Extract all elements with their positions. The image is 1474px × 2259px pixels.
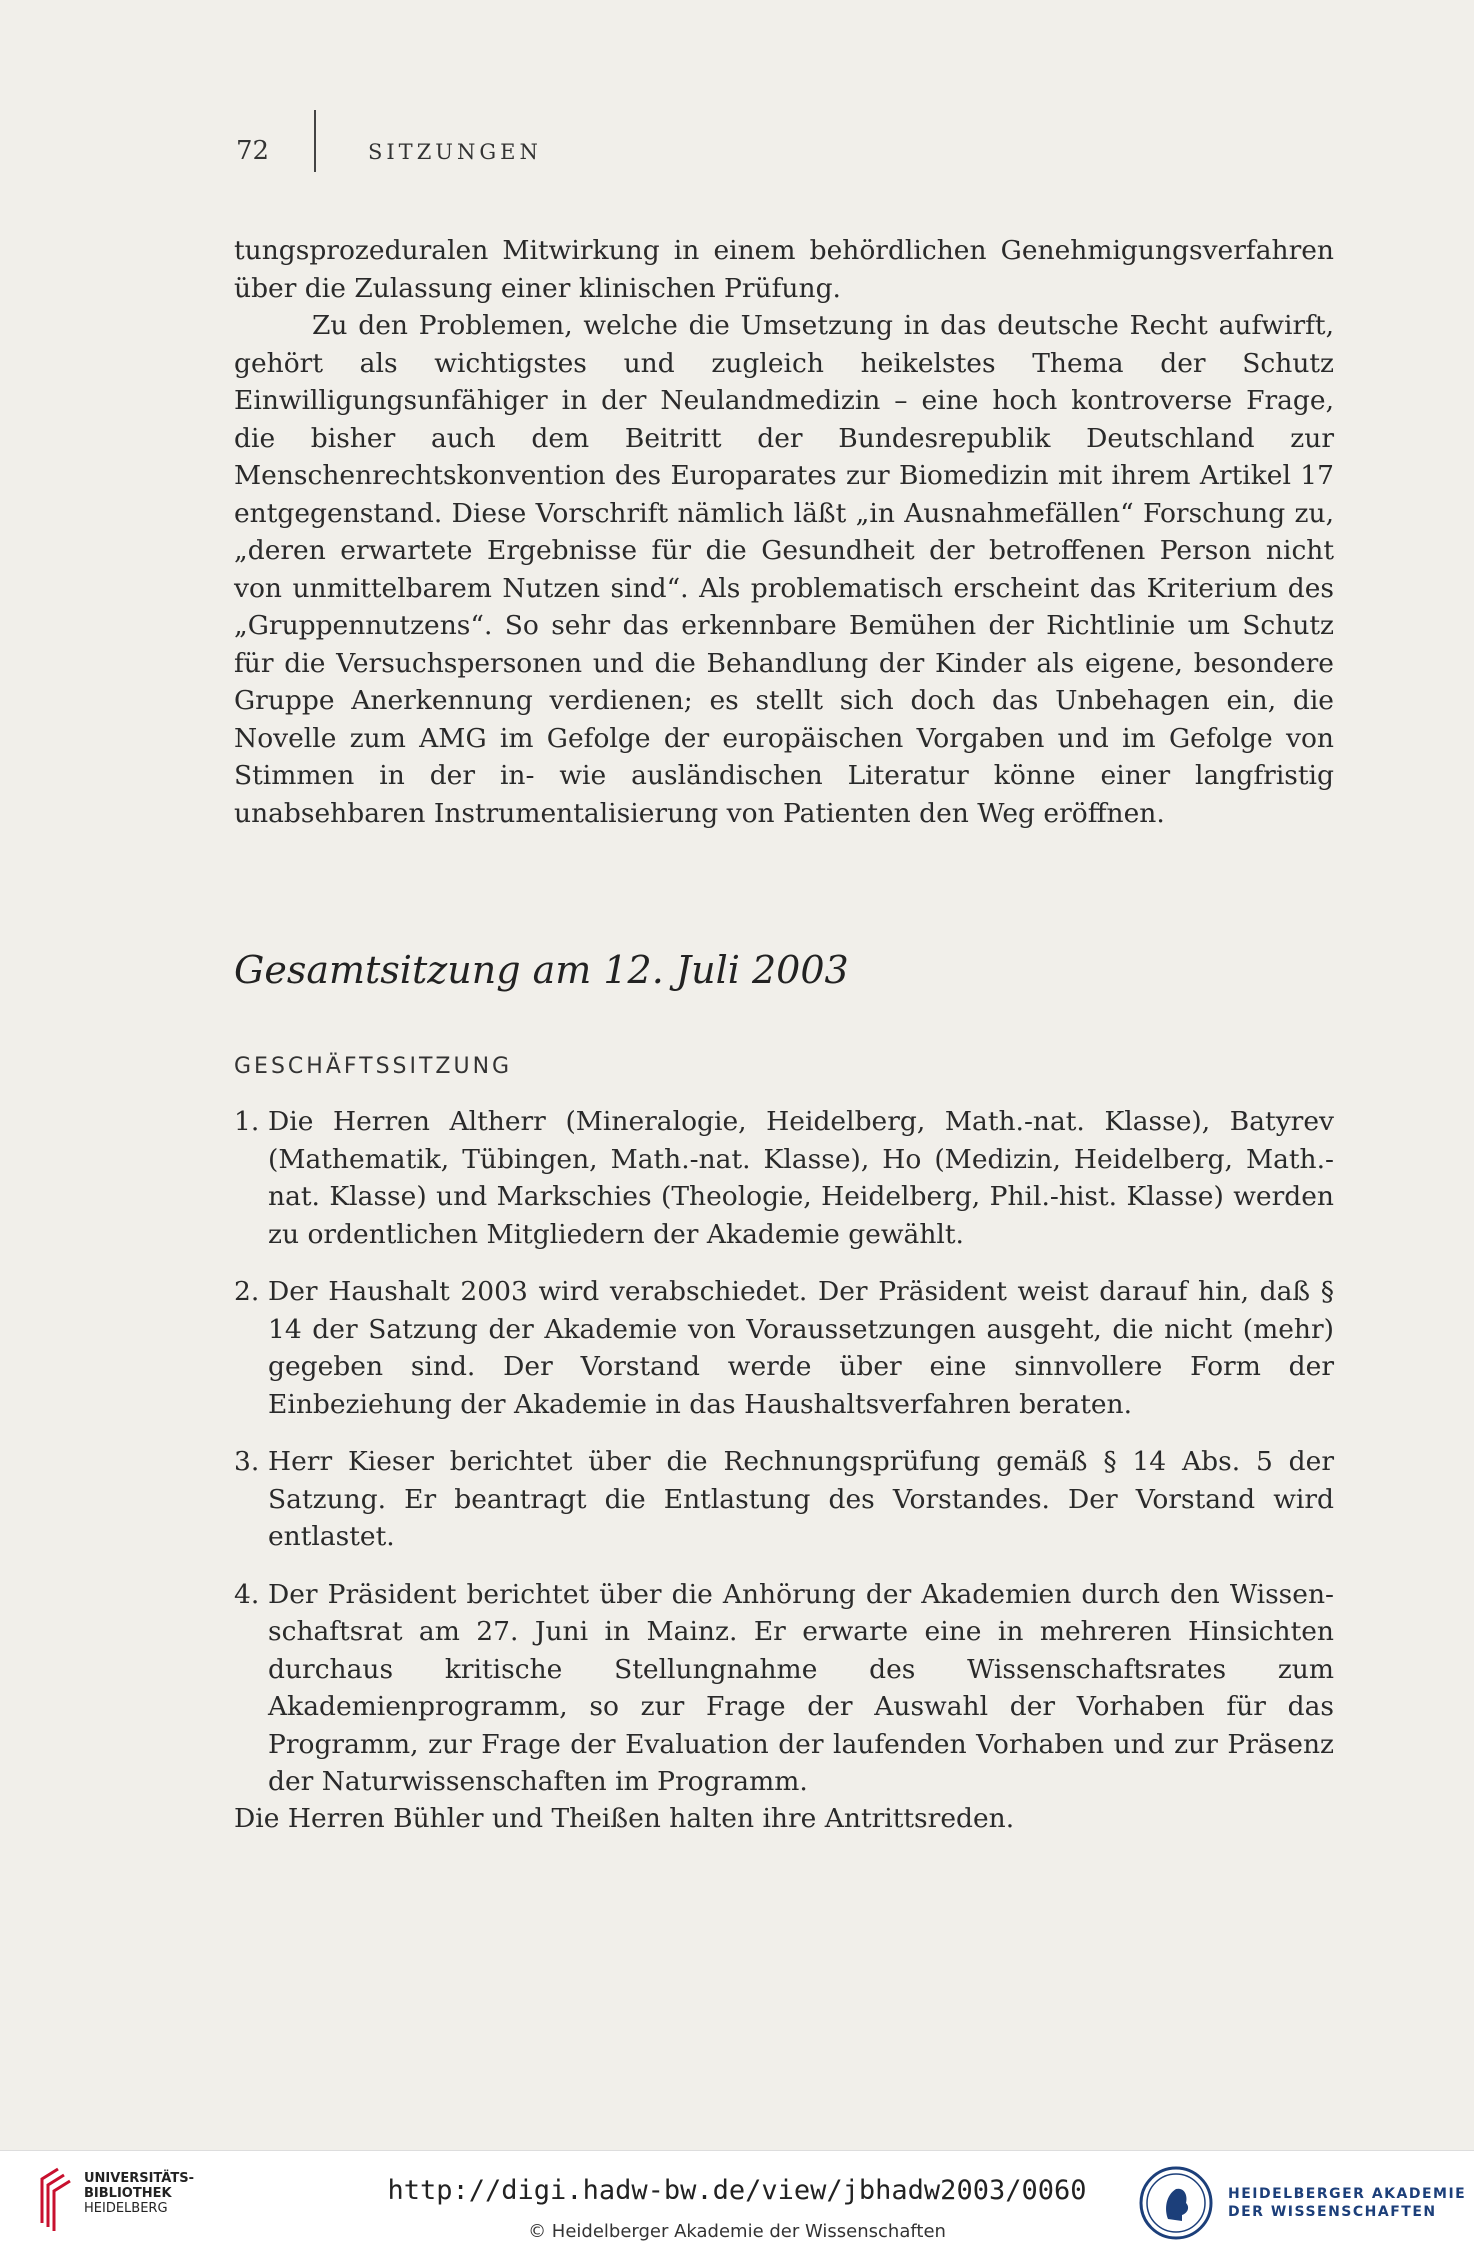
list-item-number: 1. bbox=[234, 1106, 260, 1137]
list-item-text: Der Haushalt 2003 wird verabschiedet. Der Präsident weist darauf hin, daß § 14 der Satzung der Akademie von Voraussetzungen ausgeht, die nicht (mehr) gegeben sind. Der Vorstand werde über eine sinnvollere Form der Einbeziehung der Akademie in das Haushaltsverfahren beraten. bbox=[268, 1276, 1334, 1420]
head-divider bbox=[314, 110, 316, 172]
running-head bbox=[236, 132, 1336, 172]
section-title: Gesamtsitzung am 12. Juli 2003 bbox=[234, 948, 849, 992]
copyright-notice: © Heidelberger Akademie der Wissenschaften bbox=[528, 2221, 946, 2242]
library-name-line: BIBLIOTHEK bbox=[84, 2186, 172, 2201]
academy-name bbox=[1228, 2185, 1466, 2221]
paragraph: Zu den Problemen, welche die Umsetzung in das deutsche Recht aufwirft, gehört als wichtigstes und zugleich heikelstes Thema der Schutz Einwilligungsunfähiger in der Neulandmedizin – eine hoch kontroverse Frage, die bisher auch dem Beitritt der Bundesrepublik Deutschland zur Menschenrechtskonvention des Europarates zur Biomedizin mit ihrem Artikel 17 entgegenstand. Diese Vorschrift nämlich läßt „in Ausnahmefällen“ Forschung zu, „deren erwartete Ergebnisse für die Gesundheit der betroffenen Person nicht von unmittelbarem Nutzen sind“. Als problematisch erscheint das Kriterium des „Gruppennutzens“. So sehr das erkennbare Bemühen der Richtlinie um Schutz für die Versuchspersonen und die Behandlung der Kinder als eigene, besondere Gruppe Anerkennung verdienen; es stellt sich doch das Unbehagen ein, die Novelle zum AMG im Gefolge der europäischen Vorgaben und im Gefolge von Stimmen in der in- wie ausländischen Literatur könne einer langfristig unabsehbaren Instrumentalisierung von Patienten den Weg eröffnen. bbox=[234, 310, 1334, 829]
list-item-text: Herr Kieser berichtet über die Rechnungsprüfung gemäß § 14 Abs. 5 der Satzung. Er beantragt die Entlastung des Vorstandes. Der Vorstand wird entlastet. bbox=[268, 1446, 1334, 1552]
list-item-text: Die Herren Altherr (Mineralogie, Heidelberg, Math.-nat. Klasse), Batyrev (Mathematik, Tübingen, Math.-nat. Klasse), Ho (Medizin, Heidelberg, Math.-nat. Klasse) und Markschies (Theologie, Heidelberg, Phil.-hist. Klasse) werden zu ordentlichen Mitgliedern der Akademie gewählt. bbox=[268, 1106, 1334, 1250]
list-item bbox=[234, 1273, 1334, 1423]
permalink-url[interactable]: http://digi.hadw-bw.de/view/jbhadw2003/0060 bbox=[387, 2175, 1087, 2206]
body-text bbox=[234, 232, 1334, 832]
subheading: GESCHÄFTSSITZUNG bbox=[234, 1054, 513, 1079]
list-item-number: 2. bbox=[234, 1276, 260, 1307]
library-name-line: UNIVERSITÄTS- bbox=[84, 2171, 194, 2186]
library-name-line: HEIDELBERG bbox=[84, 2201, 168, 2216]
academy-seal-icon bbox=[1138, 2165, 1214, 2241]
list-item bbox=[234, 1443, 1334, 1556]
page-number: 72 bbox=[236, 136, 270, 166]
list-item bbox=[234, 1103, 1334, 1253]
closing-paragraph: Die Herren Bühler und Theißen halten ihre Antrittsreden. bbox=[234, 1803, 1015, 1834]
academy-name-line: DER WISSENSCHAFTEN bbox=[1228, 2204, 1437, 2220]
paragraph: tungsprozeduralen Mitwirkung in einem behördlichen Genehmigungsverfahren über die Zulassung einer klinischen Prüfung. bbox=[234, 235, 1334, 304]
academy-name-line: HEIDELBERGER AKADEMIE bbox=[1228, 2186, 1467, 2202]
agenda-list bbox=[234, 1103, 1334, 1821]
list-item-text: Der Präsident berichtet über die Anhörung der Akademien durch den Wissenschaftsrat am 27. Juni in Mainz. Er erwarte eine in mehreren Hinsichten durchaus kritische Stellungnahme des Wissenschaftsrates zum Akademienprogramm, so zur Frage der Auswahl der Vorhaben für das Programm, zur Frage der Evaluation der laufenden Vorhaben und zur Präsenz der Naturwissenschaften im Programm. bbox=[268, 1578, 1334, 1797]
list-item-number: 4. bbox=[234, 1578, 260, 1610]
digitization-footer bbox=[0, 2150, 1474, 2259]
list-item bbox=[234, 1576, 1334, 1801]
running-section-title: SITZUNGEN bbox=[368, 140, 542, 164]
list-item-number: 3. bbox=[234, 1446, 260, 1477]
